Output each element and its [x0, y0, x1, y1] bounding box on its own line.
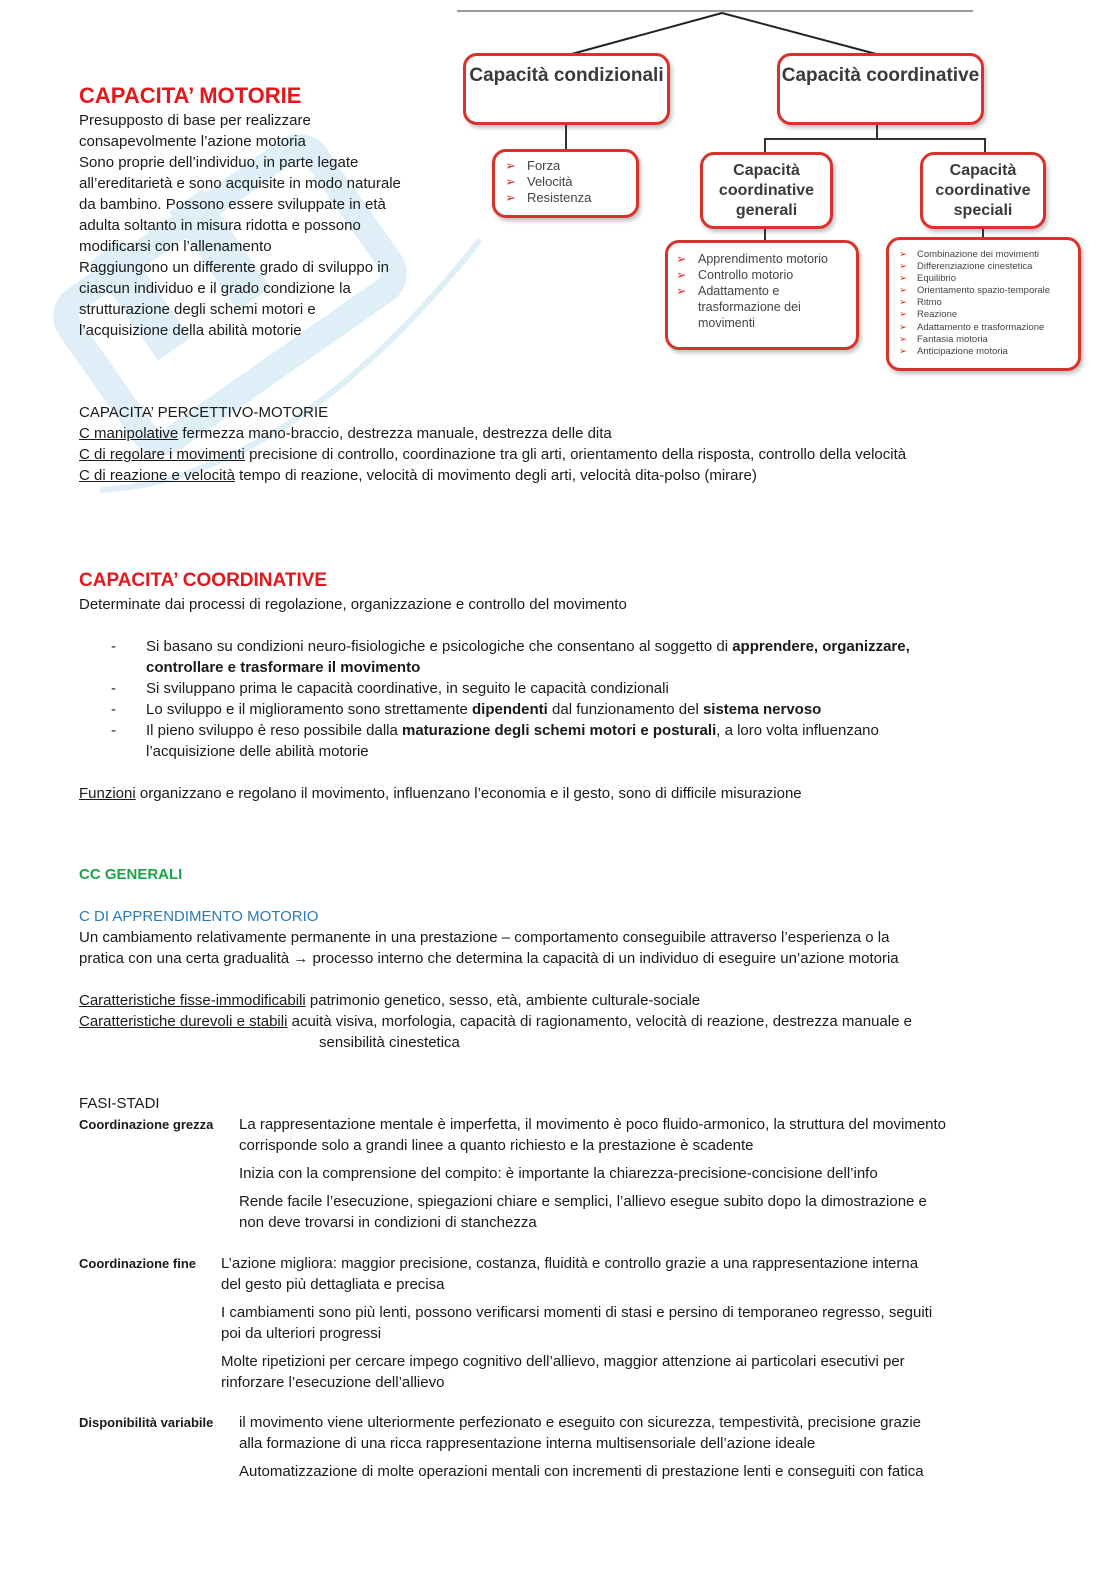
section-percettivo-motorie — [79, 402, 1069, 486]
motorie-line: Presupposto di base per realizzare — [79, 112, 311, 129]
fase-line: L’azione migliora: maggior precisione, costanza, fluidità e controllo grazie a una rappresentazione interna — [221, 1255, 919, 1272]
percettivo-row — [79, 444, 1069, 465]
section-capacita-motorie — [79, 82, 459, 341]
definition: tempo di reazione, velocità di movimento degli arti, velocità dita-polso (mirare) — [234, 467, 757, 484]
heading-capacita-coordinative: CAPACITA’ COORDINATIVE — [79, 570, 328, 591]
box-capacita-condizionali: Capacità condizionali — [463, 53, 670, 125]
definition-line: pratica con una certa gradualità → processo interno che determina la capacità di un individuo di eseguire un’azione motoria — [79, 950, 899, 967]
list-item: ➢ Differenziazione cinestetica — [899, 261, 1074, 273]
list-item: ➢ Equilibrio — [899, 273, 1074, 285]
motorie-line: l’acquisizione della abilità motorie — [79, 322, 302, 339]
definition: patrimonio genetico, sesso, età, ambiente culturale-sociale — [305, 992, 701, 1009]
fase-line: corrisponde solo a grandi linee a quanto richiesto e la prestazione è scadente — [239, 1137, 754, 1154]
motorie-line: all’ereditarietà e sono acquisite in modo naturale — [79, 175, 401, 192]
term: C di reazione e velocità — [79, 467, 235, 484]
fase-line: La rappresentazione mentale è imperfetta, il movimento è poco fluido-armonico, la struttura del movimento — [239, 1116, 947, 1133]
fase-line: Rende facile l’esecuzione, spiegazioni chiare e semplici, l’allievo esegue subito dopo la dimostrazione e — [239, 1193, 927, 1210]
list-generali — [665, 240, 859, 350]
fase-line: Molte ripetizioni per cercare impego cognitivo dell’allievo, maggior attenzione ai particolari esecutivi per — [221, 1353, 905, 1370]
heading-fasi-stadi: FASI-STADI — [79, 1095, 160, 1112]
definition-line: Un cambiamento relativamente permanente in una prestazione – comportamento conseguibile attraverso l’esperienza o la — [79, 929, 890, 946]
fase-label: Disponibilità variabile — [79, 1415, 214, 1430]
term: Funzioni — [79, 785, 136, 802]
motorie-line: Raggiungono un differente grado di sviluppo in — [79, 259, 389, 276]
heading-cc-generali: CC GENERALI — [79, 866, 183, 883]
list-item: - Il pieno sviluppo è reso possibile dalla maturazione degli schemi motori e posturali, a loro volta influenzano l’acquisizione delle abilità motorie — [79, 720, 1069, 762]
fase-fine — [79, 1253, 1069, 1393]
coordinative-list — [79, 636, 1069, 762]
motorie-line: da bambino. Possono essere sviluppate in età — [79, 196, 386, 213]
funzioni-row — [79, 783, 1069, 804]
term: Caratteristiche fisse-immodificabili — [79, 992, 306, 1009]
subheading-apprendimento-motorio: C DI APPRENDIMENTO MOTORIO — [79, 908, 319, 925]
coordinative-intro: Determinate dai processi di regolazione, organizzazione e controllo del movimento — [79, 596, 627, 613]
list-condizionali — [492, 149, 639, 218]
list-item: - Si basano su condizioni neuro-fisiologiche e psicologiche che consentano al soggetto di apprendere, organizzare, controllare e trasformare il movimento — [79, 636, 1069, 678]
definition: organizzano e regolano il movimento, influenzano l’economia e il gesto, sono di difficile misurazione — [135, 785, 802, 802]
list-item: ➢ Adattamento e trasformazione dei movimenti — [676, 283, 850, 331]
list-item: ➢ Resistenza — [505, 190, 630, 206]
list-item: ➢ Combinazione dei movimenti — [899, 249, 1074, 261]
definition: acuità visiva, morfologia, capacità di ragionamento, velocità di reazione, destrezza manuale e — [287, 1013, 912, 1030]
percettivo-row — [79, 423, 1069, 444]
fase-line: il movimento viene ulteriormente perfezionato e eseguito con sicurezza, tempestività, precisione grazie — [239, 1414, 922, 1431]
box-capacita-coordinative: Capacità coordinative — [777, 53, 984, 125]
fase-label: Coordinazione grezza — [79, 1117, 214, 1132]
motorie-line: adulta soltanto in misura ridotta e possono — [79, 217, 361, 234]
motorie-line: ciascun individuo e il grado condizione la — [79, 280, 351, 297]
definition: sensibilità cinestetica — [319, 1034, 460, 1051]
box-coordinative-speciali: Capacità coordinative speciali — [920, 152, 1046, 229]
fase-line: Automatizzazione di molte operazioni mentali con incrementi di prestazione lenti e conseguiti con fatica — [239, 1463, 924, 1480]
list-item: ➢ Orientamento spazio-temporale — [899, 285, 1074, 297]
list-item: ➢ Anticipazione motoria — [899, 346, 1074, 358]
list-item: ➢ Controllo motorio — [676, 267, 850, 283]
motorie-line: modificarsi con l’allenamento — [79, 238, 272, 255]
fase-grezza — [79, 1114, 1069, 1233]
list-speciali — [886, 237, 1081, 371]
list-item: ➢ Reazione — [899, 309, 1074, 321]
caratteristiche-row — [79, 990, 1069, 1011]
fase-line: non deve trovarsi in condizioni di stanchezza — [239, 1214, 537, 1231]
fase-label: Coordinazione fine — [79, 1256, 196, 1271]
term: Caratteristiche durevoli e stabili — [79, 1013, 288, 1030]
definition: fermezza mano-braccio, destrezza manuale, destrezza delle dita — [178, 425, 612, 442]
motorie-line: consapevolmente l’azione motoria — [79, 133, 306, 150]
percettivo-row — [79, 465, 1069, 486]
heading-capacita-motorie: CAPACITA’ MOTORIE — [79, 83, 302, 108]
fase-line: rinforzare l’esecuzione dell’allievo — [221, 1374, 445, 1391]
fase-line: poi da ulteriori progressi — [221, 1325, 382, 1342]
caratteristiche-row — [79, 1011, 1069, 1032]
section-capacita-coordinative — [79, 568, 1069, 804]
list-item: ➢ Apprendimento motorio — [676, 251, 850, 267]
list-item: ➢ Adattamento e trasformazione — [899, 322, 1074, 334]
fase-line: alla formazione di una ricca rappresentazione interna multisensoriale dell’azione ideale — [239, 1435, 816, 1452]
definition: precisione di controllo, coordinazione tra gli arti, orientamento della risposta, controllo della velocità — [244, 446, 907, 463]
list-item: ➢ Ritmo — [899, 297, 1074, 309]
motorie-line: Sono proprie dell’individuo, in parte legate — [79, 154, 359, 171]
heading-percettivo-motorie: CAPACITA’ PERCETTIVO-MOTORIE — [79, 404, 329, 421]
term: C manipolative — [79, 425, 179, 442]
list-item: ➢ Forza — [505, 158, 630, 174]
box-coordinative-generali: Capacità coordinative generali — [700, 152, 833, 229]
list-item: - Si sviluppano prima le capacità coordinative, in seguito le capacità condizionali — [79, 678, 1069, 699]
fase-line: Inizia con la comprensione del compito: è importante la chiarezza-precisione-concisione dell’info — [239, 1165, 878, 1182]
list-item: ➢ Fantasia motoria — [899, 334, 1074, 346]
term: C di regolare i movimenti — [79, 446, 245, 463]
fase-line: I cambiamenti sono più lenti, possono verificarsi momenti di stasi e persino di temporaneo regresso, seguiti — [221, 1304, 933, 1321]
list-item: - Lo sviluppo e il miglioramento sono strettamente dipendenti dal funzionamento del sistema nervoso — [79, 699, 1069, 720]
fase-line: del gesto più dettagliata e precisa — [221, 1276, 445, 1293]
section-apprendimento-motorio — [79, 906, 1069, 1053]
list-item: ➢ Velocità — [505, 174, 630, 190]
fase-disponibilita — [79, 1412, 1069, 1482]
motorie-line: strutturazione degli schemi motori e — [79, 301, 316, 318]
